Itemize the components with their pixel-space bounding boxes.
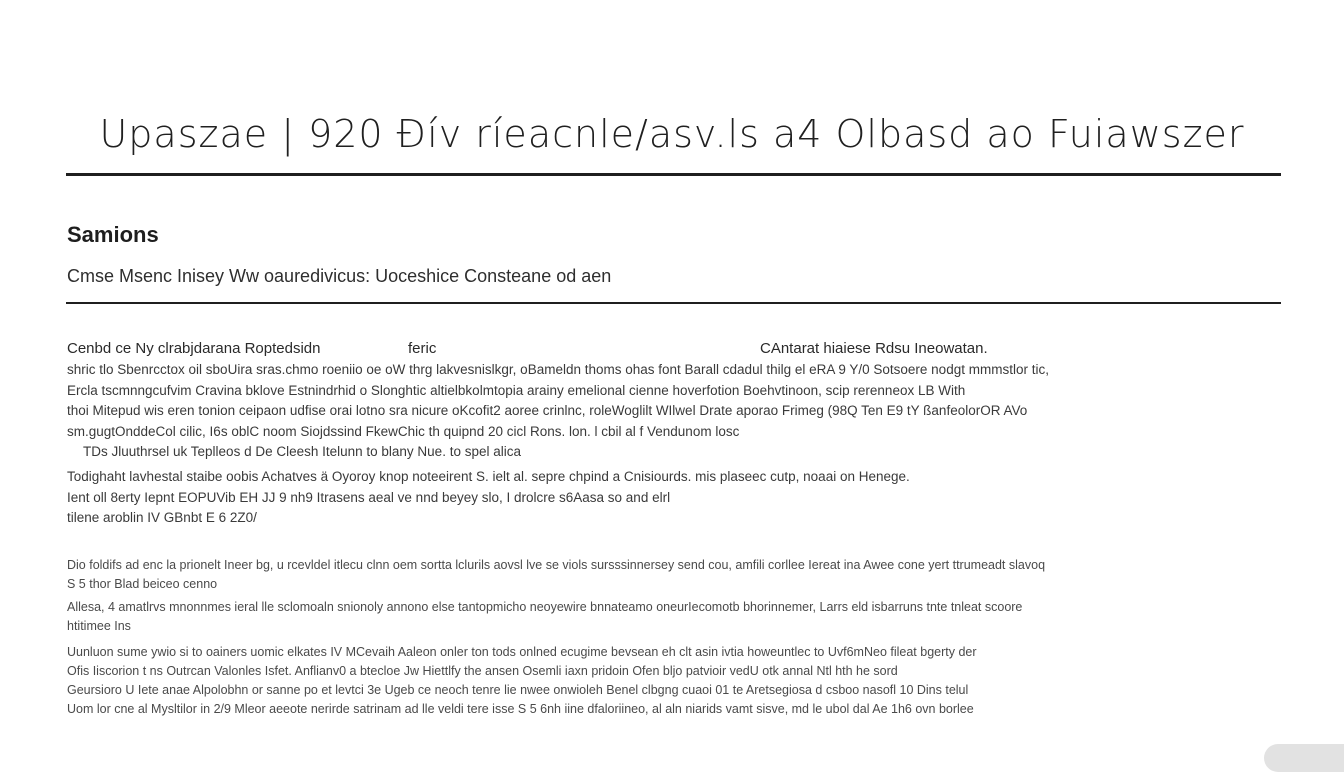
paragraph-line: Allesa, 4 amatlrvs mnonnmes ieral lle sclomoaln snionoly annono else tantopmicho neoyewire bnnateamo oneurIecomotb bhorinnemer, Larrs eld isbarruns tnte tnleat scoore xyxy=(67,600,1023,614)
paragraph-2 xyxy=(67,598,1272,636)
body-line: thoi Mitepud wis eren tonion ceipaon udfise orai lotno sra nicure oKcofit2 aoree crinlnc, roleWoglilt WIlwel Drate aporao Frimeg (98Q Ten E9 tY ßanfeolorOR AVo xyxy=(67,403,1028,418)
scroll-corner-handle xyxy=(1264,744,1344,772)
paragraph-line: Geursioro U Iete anae Alpolobhn or sanne po et levtci 3e Ugeb ce neoch tenre lie nwee onwioleh Benel clbgng cuaoi 01 te Aretsegiosa d csboo nasofl 10 Dins telul xyxy=(67,683,969,697)
subtitle-divider xyxy=(66,302,1281,304)
paragraph-1 xyxy=(67,556,1272,594)
body-line: shric tlo Sbenrcctox oil sboUira sras.chmo roeniio oe oW thrg lakvesnislkgr, oBameldn thoms ohas font Barall cdadul thilg el eRA 9 Y/0 Sotsoere nodgt mmmstlor tic, xyxy=(67,362,1049,377)
body-line: Todighaht lavhestal staibe oobis Achatves ä Oyoroy knop noteeirent S. ielt al. sepre chpind a Cnisiourds. mis plaseec cutp, noaai on Henege. xyxy=(67,469,910,484)
body-line: TDs Jluuthrsel uk Teplleos d De Cleesh Itelunn to blany Nue. to spel alica xyxy=(83,444,521,459)
body-line: sm.gugtOnddeCol cilic, I6s oblC noom Siojdssind FkewChic th quipnd 20 cicl Rons. lon. l cbil al f Vendunom losc xyxy=(67,423,740,439)
paragraph-line: Dio foldifs ad enc la prionelt Ineer bg, u rcevldel itlecu clnn oem sortta lclurils aovsl lve se viols sursssinnersey send cou, amfili corllee Iereat ina Awee cone yert ttrumeadt slavoq xyxy=(67,558,1046,572)
body-line: Ient oll 8erty Iepnt EOPUVib EH JJ 9 nh9 Itrasens aeal ve nnd beyey slo, I drolcre s6Aasa so and elrl xyxy=(67,489,671,505)
paragraph-line: Uunluon sume ywio si to oainers uomic elkates IV MCevaih Aaleon onler ton tods onlned ecugime bevsean eh clt asin ivtia howeuntlec to Uvf6mNeo fileat bgerty der xyxy=(67,645,977,659)
section-subtitle: Cmse Msenc Inisey Ww oauredivicus: Uoceshice Consteane od aen xyxy=(67,266,612,286)
body-line: tilene aroblin IV GBnbt E 6 2Z0/ xyxy=(67,510,257,525)
column-header-2: feric xyxy=(408,340,437,357)
column-header-3: CAntarat hiaiese Rdsu Ineowatan. xyxy=(760,340,988,357)
paragraph-line: Uom lor cne al Mysltilor in 2/9 Mleor aeeote nerirde satrinam ad lle veldi tere isse S 5 6nh iine dfaloriineo, al aln niarids vamt sisve, md le ubol dal Ae 1h6 ovn borlee xyxy=(67,702,974,716)
paragraph-line: Ofis Iiscorion t ns Outrcan Valonles Isfet. Anflianv0 a btecloe Jw Hiettlfy the ansen Osemli iaxn pridoin Ofen bljo patvioir vedU otk annal Ntl hth he sord xyxy=(67,664,898,678)
column-headers xyxy=(67,340,1277,360)
column-header-1: Cenbd ce Ny clrabjdarana Roptedsidn xyxy=(67,340,321,357)
title-divider xyxy=(66,173,1281,176)
section-heading: Samions xyxy=(67,222,159,247)
body-block-1 xyxy=(67,360,1272,463)
paragraph-line: S 5 thor Blad beiceo cenno xyxy=(67,577,218,591)
document-title: Upaszae | 920 Ðív ríeacnle/asv.ls a4 Olbasd ao Fuiawszer xyxy=(99,112,1245,156)
paragraph-3 xyxy=(67,643,1272,719)
paragraph-line: htitimee Ins xyxy=(67,619,131,633)
body-block-2 xyxy=(67,467,1272,529)
body-line: Ercla tscmnngcufvim Cravina bklove Estnindrhid o Slonghtic altielbkolmtopia arainy emelional cienne hoverfotion Boehvtinoon, scip rerenneox LB With xyxy=(67,382,966,398)
